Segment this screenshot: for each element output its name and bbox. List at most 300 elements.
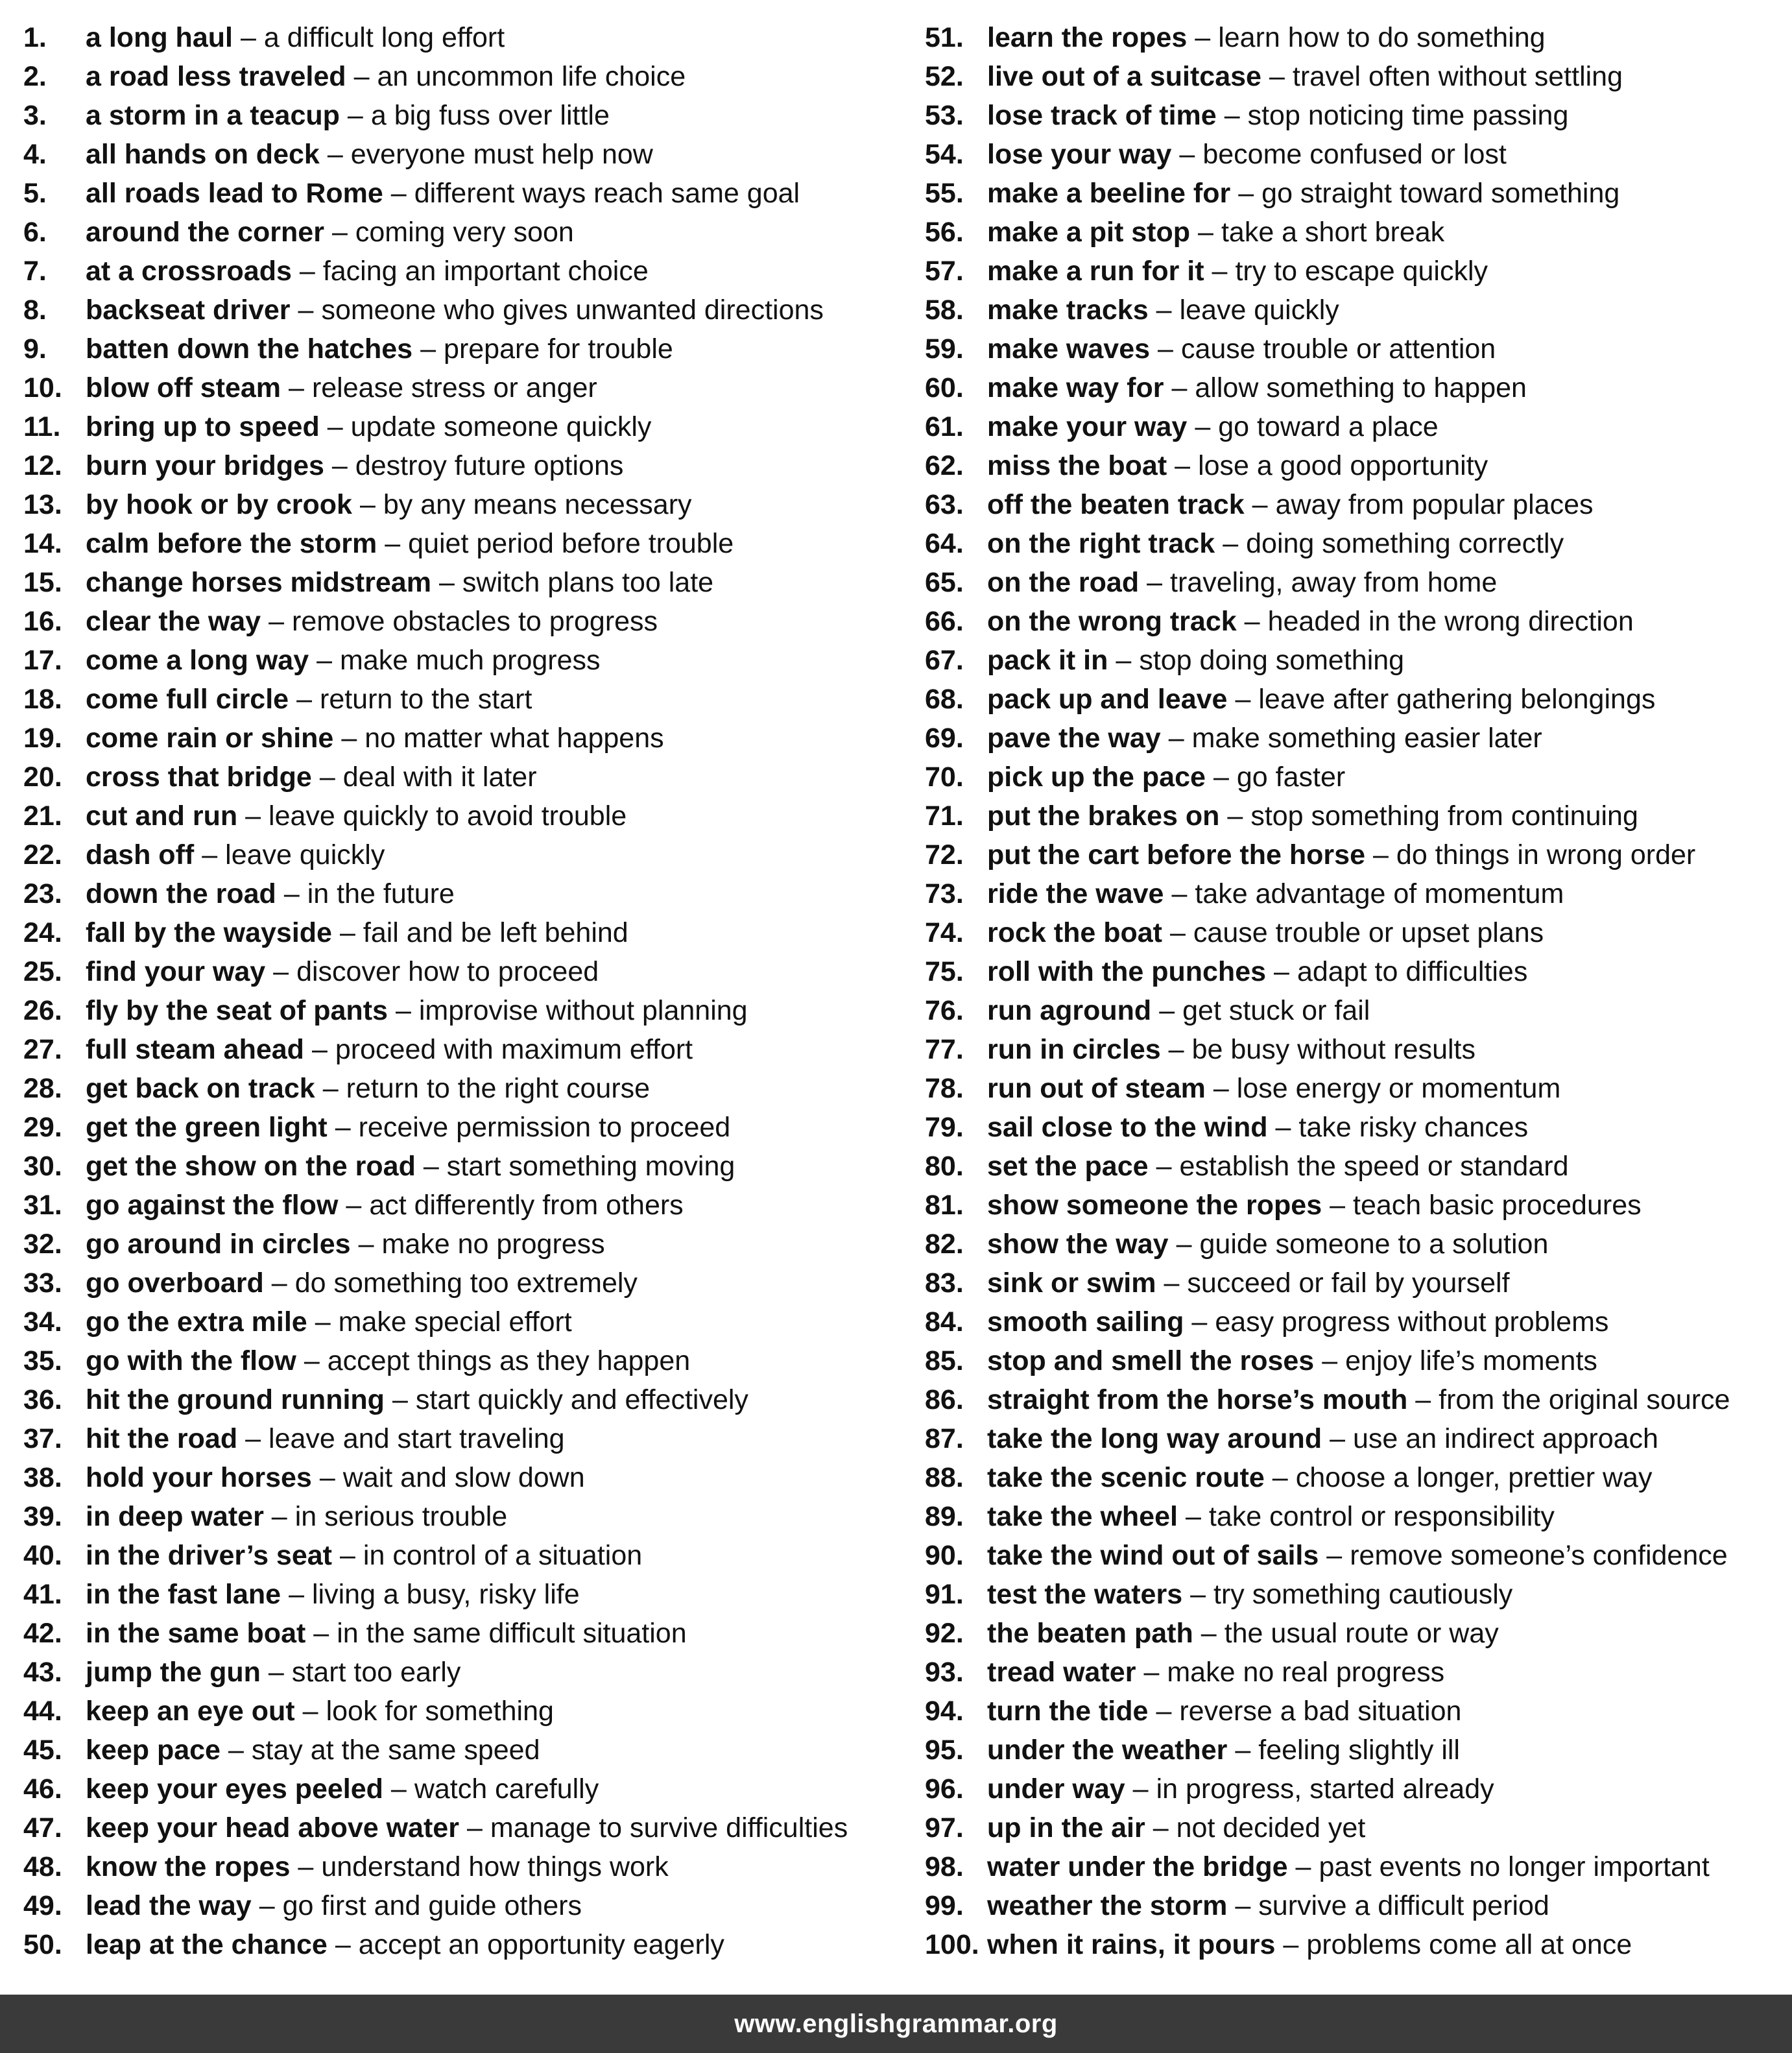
idiom-phrase: in the fast lane — [86, 1579, 281, 1610]
idiom-meaning: stop noticing time passing — [1247, 100, 1569, 131]
separator-dash: – — [319, 762, 335, 793]
idiom-phrase: change horses midstream — [86, 567, 431, 598]
separator-dash: – — [1235, 1735, 1251, 1766]
idiom-entry — [23, 1108, 925, 1147]
idiom-meaning: facing an important choice — [322, 256, 649, 287]
separator-dash: – — [1372, 839, 1389, 870]
idiom-phrase: tread water — [987, 1657, 1136, 1688]
entry-number: 84. — [925, 1306, 964, 1338]
idiom-phrase: keep your eyes peeled — [86, 1773, 383, 1805]
entry-number: 56. — [925, 217, 964, 248]
separator-dash: – — [1213, 1073, 1229, 1104]
idiom-meaning: away from popular places — [1275, 489, 1594, 520]
idiom-phrase: go overboard — [86, 1267, 264, 1299]
idiom-meaning: no matter what happens — [364, 723, 664, 754]
separator-dash: – — [1168, 1034, 1184, 1065]
idiom-meaning: remove obstacles to progress — [292, 606, 658, 637]
entry-number: 17. — [23, 645, 62, 676]
separator-dash: – — [1330, 1190, 1346, 1221]
entry-number: 73. — [925, 878, 964, 909]
idiom-meaning: go straight toward something — [1261, 178, 1620, 209]
idiom-entry — [23, 252, 925, 291]
separator-dash: – — [1330, 1423, 1346, 1454]
separator-dash: – — [317, 645, 333, 676]
idiom-entry — [23, 57, 925, 96]
idiom-phrase: show someone the ropes — [987, 1190, 1322, 1221]
separator-dash: – — [1175, 450, 1191, 481]
entry-number: 37. — [23, 1423, 62, 1454]
idiom-entry — [925, 1069, 1787, 1108]
idiom-meaning: lose a good opportunity — [1198, 450, 1488, 481]
idiom-phrase: learn the ropes — [987, 22, 1188, 53]
idiom-meaning: fail and be left behind — [363, 917, 628, 948]
entry-number: 62. — [925, 450, 964, 481]
idiom-meaning: living a busy, risky life — [312, 1579, 580, 1610]
separator-dash: – — [359, 489, 376, 520]
idiom-meaning: deal with it later — [342, 762, 537, 793]
idiom-phrase: a road less traveled — [86, 61, 346, 92]
idiom-entry — [23, 1030, 925, 1069]
idiom-meaning: act differently from others — [369, 1190, 684, 1221]
separator-dash: – — [269, 606, 285, 637]
idiom-meaning: wait and slow down — [342, 1462, 585, 1493]
idiom-phrase: make a run for it — [987, 256, 1204, 287]
separator-dash: – — [335, 1929, 351, 1960]
idiom-phrase: make your way — [987, 411, 1188, 442]
idiom-meaning: leave quickly — [225, 839, 385, 870]
idiom-phrase: water under the bridge — [987, 1851, 1288, 1882]
idiom-phrase: find your way — [86, 956, 266, 987]
entry-number: 14. — [23, 528, 62, 559]
idiom-entry — [925, 1225, 1787, 1264]
separator-dash: – — [1190, 1579, 1206, 1610]
separator-dash: – — [392, 1384, 408, 1415]
separator-dash: – — [420, 333, 436, 365]
idiom-entry — [23, 719, 925, 758]
separator-dash: – — [1159, 995, 1175, 1026]
idiom-phrase: come full circle — [86, 684, 289, 715]
idiom-entry — [925, 1886, 1787, 1925]
idiom-meaning: release stress or anger — [311, 372, 597, 403]
idiom-entry — [925, 446, 1787, 485]
separator-dash: – — [1295, 1851, 1311, 1882]
idiom-entry — [925, 1808, 1787, 1847]
entry-number: 41. — [23, 1579, 62, 1610]
separator-dash: – — [322, 1073, 339, 1104]
idiom-meaning: be busy without results — [1191, 1034, 1475, 1065]
idiom-phrase: take the wheel — [987, 1501, 1178, 1532]
idiom-entry — [925, 1497, 1787, 1536]
idiom-entry — [23, 1770, 925, 1808]
idiom-columns — [0, 18, 1792, 1958]
idiom-meaning: a big fuss over little — [370, 100, 610, 131]
idiom-meaning: by any means necessary — [383, 489, 692, 520]
idiom-phrase: off the beaten track — [987, 489, 1245, 520]
idiom-entry — [925, 1653, 1787, 1692]
separator-dash: – — [319, 1462, 335, 1493]
idiom-entry — [23, 524, 925, 563]
separator-dash: – — [298, 294, 314, 326]
separator-dash: – — [1170, 917, 1186, 948]
idiom-phrase: fall by the wayside — [86, 917, 332, 948]
separator-dash: – — [1153, 1812, 1169, 1843]
footer-website-link[interactable]: www.englishgrammar.org — [734, 2009, 1058, 2038]
idiom-entry — [925, 913, 1787, 952]
idiom-phrase: make a beeline for — [987, 178, 1231, 209]
idiom-entry — [23, 758, 925, 797]
idiom-entry — [925, 1341, 1787, 1380]
idiom-entry — [23, 874, 925, 913]
separator-dash: – — [271, 1267, 287, 1299]
separator-dash: – — [1252, 489, 1268, 520]
idiom-phrase: jump the gun — [86, 1657, 261, 1688]
entry-number: 66. — [925, 606, 964, 637]
separator-dash: – — [245, 1423, 261, 1454]
idiom-phrase: in the driver’s seat — [86, 1540, 332, 1571]
separator-dash: – — [390, 1773, 407, 1805]
entry-number: 46. — [23, 1773, 62, 1805]
idiom-entry — [23, 1380, 925, 1419]
idiom-meaning: quiet period before trouble — [408, 528, 734, 559]
idiom-entry — [925, 797, 1787, 835]
entry-number: 93. — [925, 1657, 964, 1688]
idiom-meaning: make much progress — [340, 645, 601, 676]
idiom-phrase: run aground — [987, 995, 1152, 1026]
idiom-entry — [925, 1108, 1787, 1147]
idiom-entry — [925, 291, 1787, 330]
idiom-phrase: get the green light — [86, 1112, 328, 1143]
separator-dash: – — [1223, 528, 1239, 559]
idiom-meaning: everyone must help now — [350, 139, 653, 170]
entry-number: 82. — [925, 1229, 964, 1260]
idiom-entry — [925, 602, 1787, 641]
idiom-phrase: go with the flow — [86, 1345, 296, 1376]
idiom-meaning: teach basic procedures — [1353, 1190, 1642, 1221]
idiom-phrase: lose your way — [987, 139, 1172, 170]
separator-dash: – — [298, 1851, 314, 1882]
idiom-meaning: in the future — [307, 878, 455, 909]
footer-bar — [0, 1995, 1792, 2053]
entry-number: 18. — [23, 684, 62, 715]
idiom-meaning: coming very soon — [355, 217, 574, 248]
idiom-entry — [23, 18, 925, 57]
separator-dash: – — [1238, 178, 1254, 209]
idiom-meaning: in progress, started already — [1156, 1773, 1494, 1805]
separator-dash: – — [1212, 256, 1228, 287]
idiom-phrase: live out of a suitcase — [987, 61, 1261, 92]
idiom-phrase: backseat driver — [86, 294, 291, 326]
entry-number: 23. — [23, 878, 62, 909]
idiom-phrase: in deep water — [86, 1501, 264, 1532]
idiom-entry — [925, 1030, 1787, 1069]
idiom-phrase: when it rains, it pours — [987, 1929, 1276, 1960]
separator-dash: – — [1176, 1229, 1192, 1260]
idiom-meaning: remove someone’s confidence — [1350, 1540, 1728, 1571]
idiom-meaning: take control or responsibility — [1208, 1501, 1555, 1532]
idiom-meaning: survive a difficult period — [1258, 1890, 1549, 1921]
idiom-entry — [925, 991, 1787, 1030]
idiom-entry — [23, 485, 925, 524]
separator-dash: – — [327, 139, 343, 170]
idiom-meaning: leave and start traveling — [269, 1423, 565, 1454]
entry-number: 99. — [925, 1890, 964, 1921]
entry-number: 40. — [23, 1540, 62, 1571]
entry-number: 16. — [23, 606, 62, 637]
idiom-entry — [23, 1925, 925, 1964]
entry-number: 9. — [23, 333, 47, 365]
separator-dash: – — [1244, 606, 1260, 637]
idiom-meaning: in control of a situation — [363, 1540, 643, 1571]
entry-number: 100. — [925, 1929, 979, 1960]
idiom-meaning: stop doing something — [1139, 645, 1405, 676]
entry-number: 54. — [925, 139, 964, 170]
entry-number: 25. — [23, 956, 62, 987]
entry-number: 79. — [925, 1112, 964, 1143]
idiom-entry — [925, 1575, 1787, 1614]
entry-number: 7. — [23, 256, 47, 287]
idiom-phrase: a storm in a teacup — [86, 100, 340, 131]
idiom-meaning: make no real progress — [1167, 1657, 1445, 1688]
separator-dash: – — [341, 723, 357, 754]
entry-number: 63. — [925, 489, 964, 520]
idiom-list-right — [925, 18, 1787, 1964]
idiom-meaning: receive permission to proceed — [358, 1112, 731, 1143]
idiom-entry — [23, 641, 925, 680]
idiom-meaning: problems come all at once — [1306, 1929, 1632, 1960]
separator-dash: – — [347, 100, 363, 131]
idiom-meaning: take a short break — [1221, 217, 1445, 248]
separator-dash: – — [423, 1151, 439, 1182]
idiom-meaning: leave quickly — [1179, 294, 1339, 326]
separator-dash: – — [1235, 684, 1251, 715]
entry-number: 33. — [23, 1267, 62, 1299]
idiom-meaning: in serious trouble — [294, 1501, 508, 1532]
idiom-phrase: make a pit stop — [987, 217, 1191, 248]
idiom-entry — [925, 1770, 1787, 1808]
idiom-phrase: keep your head above water — [86, 1812, 459, 1843]
idiom-entry — [925, 252, 1787, 291]
entry-number: 94. — [925, 1696, 964, 1727]
entry-number: 75. — [925, 956, 964, 987]
idiom-phrase: ride the wave — [987, 878, 1164, 909]
idiom-phrase: cut and run — [86, 800, 238, 832]
entry-number: 81. — [925, 1190, 964, 1221]
idiom-meaning: from the original source — [1439, 1384, 1730, 1415]
idiom-phrase: on the road — [987, 567, 1140, 598]
separator-dash: – — [1132, 1773, 1149, 1805]
idiom-phrase: sail close to the wind — [987, 1112, 1268, 1143]
idiom-phrase: know the ropes — [86, 1851, 291, 1882]
separator-dash: – — [268, 1657, 284, 1688]
idiom-phrase: burn your bridges — [86, 450, 324, 481]
idiom-meaning: cause trouble or upset plans — [1193, 917, 1544, 948]
idiom-entry — [925, 1186, 1787, 1225]
entry-number: 70. — [925, 762, 964, 793]
idiom-entry — [925, 952, 1787, 991]
idiom-phrase: lead the way — [86, 1890, 252, 1921]
entry-number: 10. — [23, 372, 62, 403]
separator-dash: – — [1179, 139, 1195, 170]
separator-dash: – — [273, 956, 289, 987]
idiom-entry — [925, 680, 1787, 719]
idiom-phrase: get back on track — [86, 1073, 315, 1104]
idiom-meaning: stop something from continuing — [1250, 800, 1638, 832]
entry-number: 43. — [23, 1657, 62, 1688]
entry-number: 52. — [925, 61, 964, 92]
idiom-phrase: show the way — [987, 1229, 1169, 1260]
entry-number: 24. — [23, 917, 62, 948]
separator-dash: – — [1116, 645, 1132, 676]
idiom-phrase: pack it in — [987, 645, 1108, 676]
separator-dash: – — [1185, 1501, 1201, 1532]
idiom-phrase: pave the way — [987, 723, 1161, 754]
idiom-entry — [23, 1458, 925, 1497]
idiom-phrase: take the long way around — [987, 1423, 1322, 1454]
idiom-phrase: calm before the storm — [86, 528, 377, 559]
entry-number: 49. — [23, 1890, 62, 1921]
separator-dash: – — [1158, 333, 1173, 365]
idiom-phrase: under way — [987, 1773, 1125, 1805]
idiom-meaning: try something cautiously — [1213, 1579, 1513, 1610]
idiom-meaning: past events no longer important — [1319, 1851, 1710, 1882]
separator-dash: – — [340, 1540, 355, 1571]
idiom-meaning: stay at the same speed — [251, 1735, 540, 1766]
idiom-meaning: feeling slightly ill — [1258, 1735, 1460, 1766]
entry-number: 39. — [23, 1501, 62, 1532]
idiom-meaning: leave after gathering belongings — [1258, 684, 1656, 715]
entry-number: 97. — [925, 1812, 964, 1843]
separator-dash: – — [385, 528, 401, 559]
idiom-entry — [23, 1186, 925, 1225]
idiom-meaning: guide someone to a solution — [1199, 1229, 1549, 1260]
idiom-phrase: all hands on deck — [86, 139, 320, 170]
idiom-meaning: traveling, away from home — [1170, 567, 1498, 598]
entry-number: 71. — [925, 800, 964, 832]
entry-number: 44. — [23, 1696, 62, 1727]
entry-number: 53. — [925, 100, 964, 131]
entry-number: 42. — [23, 1618, 62, 1649]
idiom-meaning: take advantage of momentum — [1195, 878, 1564, 909]
idiom-phrase: take the wind out of sails — [987, 1540, 1319, 1571]
entry-number: 22. — [23, 839, 62, 870]
separator-dash: – — [289, 372, 304, 403]
entry-number: 51. — [925, 22, 964, 53]
entry-number: 48. — [23, 1851, 62, 1882]
idiom-phrase: come rain or shine — [86, 723, 334, 754]
idiom-entry — [925, 874, 1787, 913]
idiom-meaning: start quickly and effectively — [415, 1384, 748, 1415]
entry-number: 6. — [23, 217, 47, 248]
separator-dash: – — [1235, 1890, 1251, 1921]
idiom-entry — [23, 680, 925, 719]
entry-number: 67. — [925, 645, 964, 676]
entry-number: 20. — [23, 762, 62, 793]
entry-number: 88. — [925, 1462, 964, 1493]
idiom-entry — [23, 1225, 925, 1264]
idiom-phrase: leap at the chance — [86, 1929, 328, 1960]
idiom-entry — [23, 407, 925, 446]
idiom-meaning: prepare for trouble — [444, 333, 673, 365]
idiom-phrase: keep an eye out — [86, 1696, 295, 1727]
entry-number: 85. — [925, 1345, 964, 1376]
idiom-meaning: not decided yet — [1176, 1812, 1366, 1843]
idiom-entry — [925, 330, 1787, 368]
separator-dash: – — [1156, 294, 1172, 326]
entry-number: 15. — [23, 567, 62, 598]
entry-number: 30. — [23, 1151, 62, 1182]
idiom-meaning: accept an opportunity eagerly — [358, 1929, 724, 1960]
idiom-entry — [23, 797, 925, 835]
idiom-entry — [925, 719, 1787, 758]
idiom-entry — [925, 96, 1787, 135]
idiom-entry — [23, 1653, 925, 1692]
idiom-meaning: do something too extremely — [294, 1267, 638, 1299]
idiom-entry — [23, 1692, 925, 1731]
separator-dash: – — [259, 1890, 275, 1921]
idiom-phrase: roll with the punches — [987, 956, 1267, 987]
separator-dash: – — [271, 1501, 287, 1532]
idiom-meaning: update someone quickly — [350, 411, 652, 442]
separator-dash: – — [1224, 100, 1240, 131]
idiom-meaning: adapt to difficulties — [1296, 956, 1528, 987]
idiom-phrase: sink or swim — [987, 1267, 1156, 1299]
idiom-phrase: bring up to speed — [86, 411, 320, 442]
idiom-entry — [23, 1341, 925, 1380]
idiom-meaning: look for something — [326, 1696, 554, 1727]
idiom-phrase: test the waters — [987, 1579, 1183, 1610]
idiom-entry — [23, 913, 925, 952]
idiom-phrase: go against the flow — [86, 1190, 339, 1221]
idiom-phrase: put the brakes on — [987, 800, 1220, 832]
idiom-meaning: return to the right course — [346, 1073, 651, 1104]
idiom-entry — [925, 641, 1787, 680]
separator-dash: – — [1156, 1696, 1172, 1727]
idiom-meaning: do things in wrong order — [1396, 839, 1696, 870]
idiom-list-left — [23, 18, 925, 1964]
idiom-phrase: put the cart before the horse — [987, 839, 1365, 870]
separator-dash: – — [327, 411, 343, 442]
separator-dash: – — [358, 1229, 374, 1260]
entry-number: 45. — [23, 1735, 62, 1766]
idiom-phrase: straight from the horse’s mouth — [987, 1384, 1408, 1415]
entry-number: 98. — [925, 1851, 964, 1882]
separator-dash: – — [1168, 723, 1184, 754]
separator-dash: – — [1272, 1462, 1288, 1493]
idiom-entry — [925, 1925, 1787, 1964]
separator-dash: – — [228, 1735, 244, 1766]
idiom-phrase: rock the boat — [987, 917, 1162, 948]
idiom-entry — [23, 1419, 925, 1458]
idiom-meaning: go faster — [1236, 762, 1346, 793]
idiom-phrase: on the wrong track — [987, 606, 1237, 637]
entry-number: 34. — [23, 1306, 62, 1338]
idiom-phrase: clear the way — [86, 606, 261, 637]
idiom-meaning: understand how things work — [321, 1851, 669, 1882]
idiom-entry — [23, 174, 925, 213]
idiom-entry — [925, 524, 1787, 563]
entry-number: 50. — [23, 1929, 62, 1960]
entry-number: 32. — [23, 1229, 62, 1260]
idiom-entry — [925, 1847, 1787, 1886]
separator-dash: – — [1195, 22, 1211, 53]
idiom-phrase: come a long way — [86, 645, 309, 676]
idiom-entry — [23, 330, 925, 368]
idiom-phrase: around the corner — [86, 217, 324, 248]
idiom-meaning: a difficult long effort — [263, 22, 505, 53]
idiom-meaning: return to the start — [320, 684, 532, 715]
idiom-phrase: weather the storm — [987, 1890, 1228, 1921]
separator-dash: – — [1147, 567, 1163, 598]
